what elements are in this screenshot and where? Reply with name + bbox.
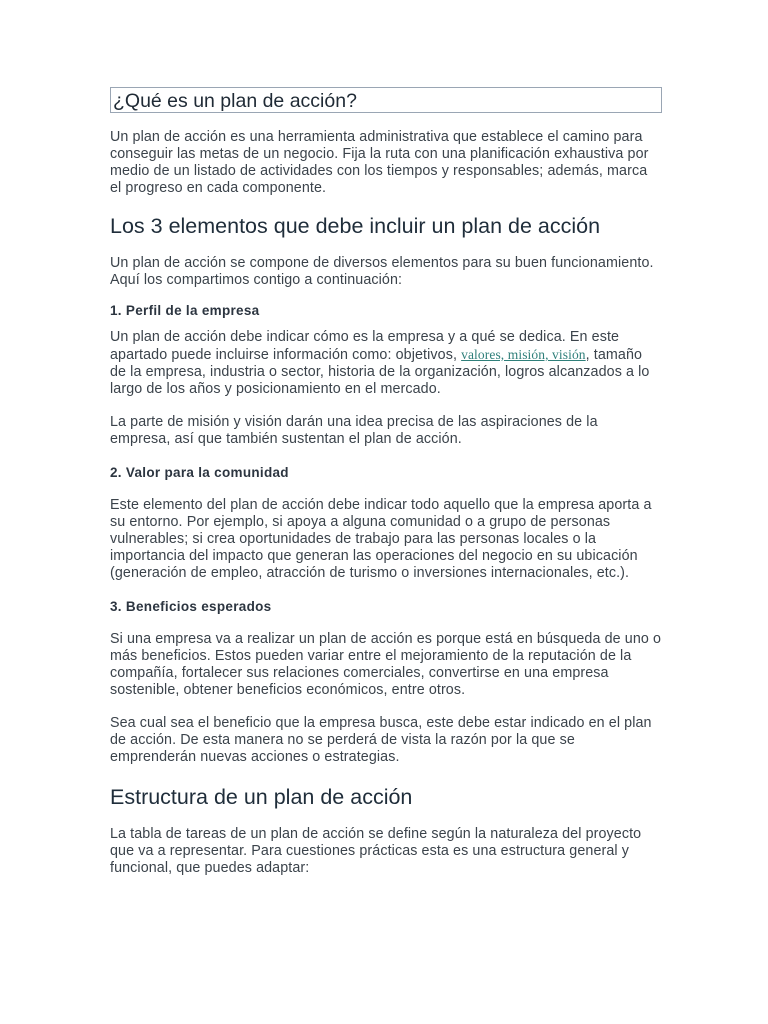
company-profile-text-end: , tamaño de la empresa, industria o sector, historia de la organización, logros alcanzados a lo largo de los años y posicionamiento en el mercado. <box>110 347 650 397</box>
item-heading-community-value: 2. Valor para la comunidad <box>110 465 289 480</box>
benefit-indicated-paragraph: Sea cual sea el beneficio que la empresa busca, este debe estar indicado en el plan de acción. De esta manera no se perderá de vista la razón por la que se emprenderán nuevas acciones o estrategias. <box>110 715 652 765</box>
structure-paragraph: La tabla de tareas de un plan de acción se define según la naturaleza del proyecto que va a representar. Para cuestiones prácticas esta es una estructura general y funcional, que puedes adaptar: <box>110 826 642 876</box>
company-profile-paragraph <box>110 329 662 398</box>
document-content <box>110 87 662 877</box>
company-profile-text-start: Un plan de acción debe indicar cómo es la empresa y a qué se dedica. En este apartado puede incluirse información como: objetivos, <box>110 329 620 363</box>
intro-paragraph: Un plan de acción es una herramienta administrativa que establece el camino para conseguir las metas de un negocio. Fija la ruta con una planificación exhaustiva por medio de un listado de actividades con los tiempos y responsables; además, marca el progreso en cada componente. <box>110 129 649 196</box>
expected-benefits-paragraph: Si una empresa va a realizar un plan de acción es porque está en búsqueda de uno o más beneficios. Estos pueden variar entre el mejoramiento de la reputación de la compañía, fortalecer sus relaciones comerciales, convertirse en una empresa sostenible, obtener beneficios económicos, entre otros. <box>110 631 662 698</box>
community-value-paragraph: Este elemento del plan de acción debe indicar todo aquello que la empresa aporta a su entorno. Por ejemplo, si apoya a alguna comunidad o a grupo de personas vulnerables; si crea oportunidades de trabajo para las personas locales o la importancia del impacto que generan las operaciones del negocio en su ubicación (generación de empleo, atracción de turismo o inversiones internacionales, etc.). <box>110 497 652 581</box>
item-heading-expected-benefits: 3. Beneficios esperados <box>110 599 272 614</box>
mission-vision-paragraph: La parte de misión y visión darán una idea precisa de las aspiraciones de la empresa, así que también sustentan el plan de acción. <box>110 414 598 447</box>
section-heading-structure: Estructura de un plan de acción <box>110 785 413 809</box>
section-heading-elements: Los 3 elementos que debe incluir un plan de acción <box>110 214 601 238</box>
document-title: ¿Qué es un plan de acción? <box>110 87 662 113</box>
elements-intro-paragraph: Un plan de acción se compone de diversos elementos para su buen funcionamiento. Aquí los compartimos contigo a continuación: <box>110 255 654 288</box>
values-mission-vision-link[interactable]: valores, misión, visión <box>461 347 586 362</box>
item-heading-company-profile: 1. Perfil de la empresa <box>110 303 260 318</box>
